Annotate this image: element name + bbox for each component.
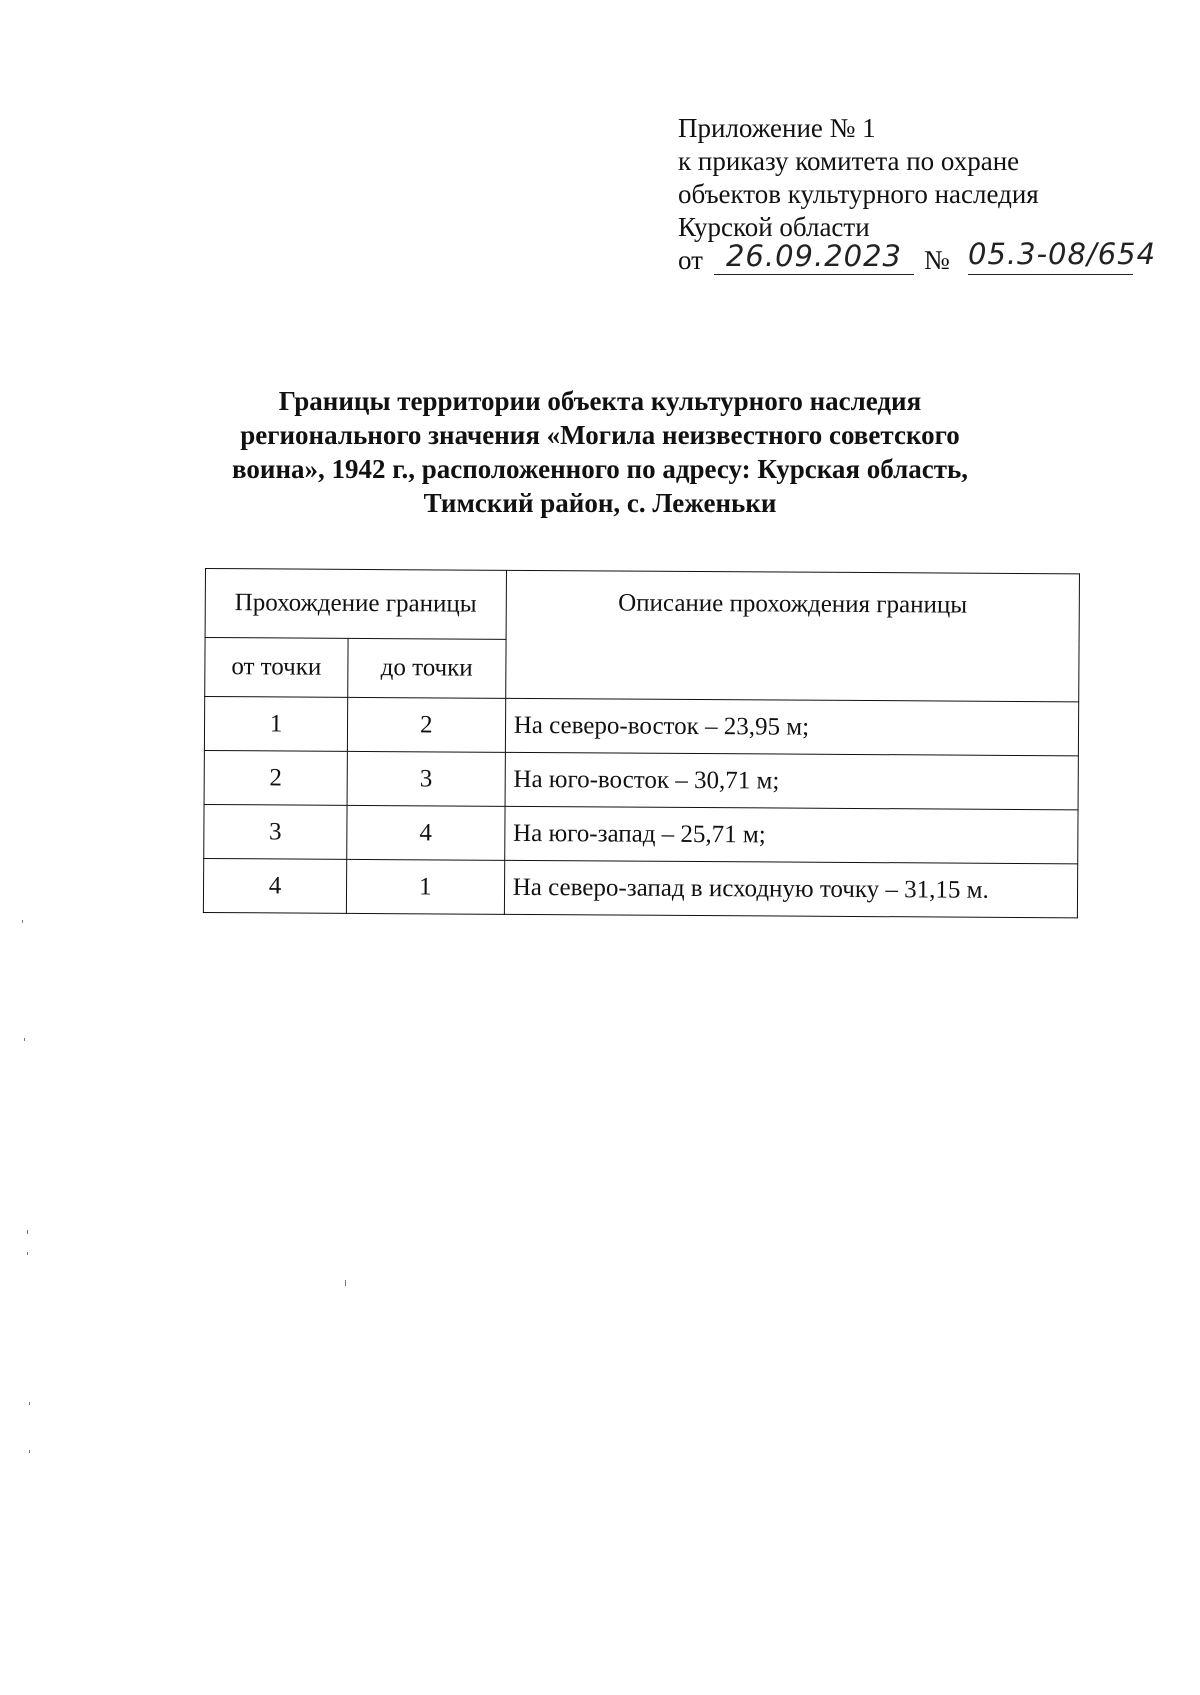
table-header-row xyxy=(205,569,1079,643)
scan-speck xyxy=(29,1450,30,1453)
order-date: 26.09.2023 xyxy=(714,240,914,275)
boundary-table xyxy=(203,568,1080,918)
title-line-1: Границы территории объекта культурного наследия xyxy=(278,386,922,416)
document-title xyxy=(200,384,1000,520)
from-label: от xyxy=(678,245,703,275)
annex-order-line: к приказу комитета по охране xyxy=(678,146,1020,176)
scan-speck xyxy=(27,1252,28,1255)
cell-description: На юго-запад – 25,71 м; xyxy=(504,806,1078,864)
header-from-point: от точки xyxy=(205,638,348,698)
cell-to: 1 xyxy=(346,859,504,914)
title-line-2: регионального значения «Могила неизвестного советского xyxy=(240,420,960,450)
number-label: № xyxy=(924,245,950,275)
scan-speck xyxy=(22,920,23,923)
annex-region-line: Курской области xyxy=(678,212,870,242)
cell-to: 2 xyxy=(347,697,505,752)
cell-to: 4 xyxy=(347,805,505,860)
annex-header xyxy=(678,112,1158,280)
cell-description: На северо-запад в исходную точку – 31,15 м. xyxy=(504,860,1078,918)
cell-from: 2 xyxy=(204,750,347,805)
table-row xyxy=(204,697,1078,756)
annex-reference-line xyxy=(678,237,1158,280)
scan-speck xyxy=(29,1402,30,1405)
cell-to: 3 xyxy=(347,751,505,806)
scan-speck xyxy=(345,1280,346,1286)
cell-from: 1 xyxy=(204,697,347,752)
scan-speck xyxy=(24,1038,25,1041)
cell-from: 4 xyxy=(203,858,346,913)
table-row xyxy=(204,804,1078,863)
table-row xyxy=(203,858,1077,917)
header-description: Описание прохождения границы xyxy=(505,570,1079,701)
title-line-4: Тимский район, с. Леженьки xyxy=(423,488,777,518)
table-row xyxy=(204,750,1078,809)
order-number: 05.3-08/654 xyxy=(968,238,1133,275)
title-line-3: воина», 1942 г., расположенного по адресу: Курская область, xyxy=(231,454,969,484)
header-boundary-passage: Прохождение границы xyxy=(205,569,506,640)
annex-title: Приложение № 1 xyxy=(678,113,876,143)
scan-speck xyxy=(27,1230,28,1234)
cell-from: 3 xyxy=(204,804,347,859)
header-to-point: до точки xyxy=(348,638,506,698)
annex-committee-line: объектов культурного наследия xyxy=(678,179,1039,209)
cell-description: На северо-восток – 23,95 м; xyxy=(505,698,1079,756)
cell-description: На юго-восток – 30,71 м; xyxy=(505,752,1079,810)
